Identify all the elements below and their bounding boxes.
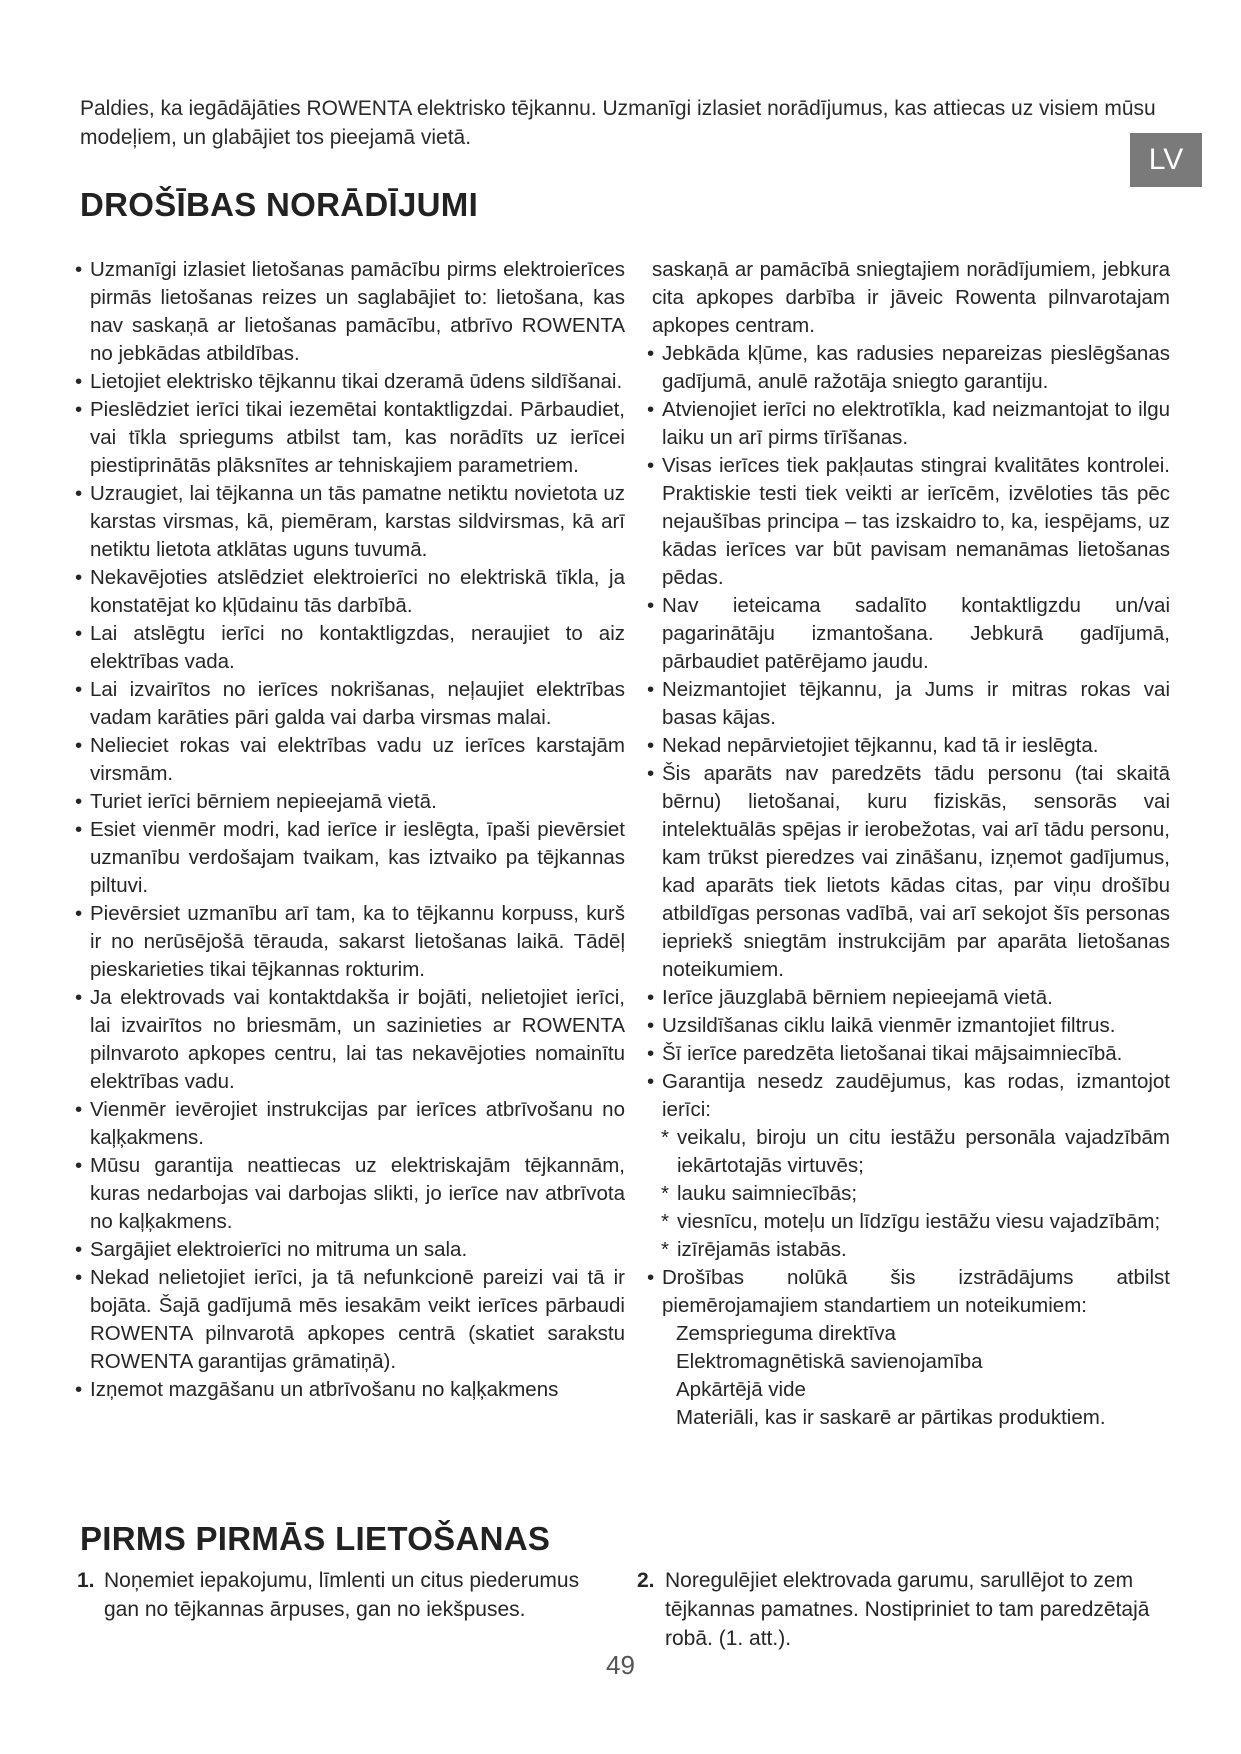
- list-item: • Lietojiet elektrisko tējkannu tikai dzeramā ūdens sildīšanai.: [75, 368, 625, 396]
- list-item: • Šī ierīce paredzēta lietošanai tikai mājsaimniecībā.: [647, 1040, 1170, 1068]
- first-use-heading: PIRMS PIRMĀS LIETOŠANAS: [80, 1520, 551, 1557]
- list-item: • Uzmanīgi izlasiet lietošanas pamācību pirms elektroierīces pirmās lietošanas reizes un saglabājiet to: lietošana, kas nav saskaņā ar lietošanas pamācību, atbrīvo ROWENTA no jebkādas atbildības.: [75, 256, 625, 368]
- list-item: • Lai atslēgtu ierīci no kontaktligzdas, neraujiet to aiz elektrības vada.: [75, 620, 625, 676]
- list-item: • Garantija nesedz zaudējumus, kas rodas, izmantojot ierīci:: [647, 1068, 1170, 1124]
- list-item: • Uzraugiet, lai tējkanna un tās pamatne netiktu novietota uz karstas virsmas, kā, piemēram, karstas sildvirsmas, kā arī netiktu lietota atklātas uguns tuvumā.: [75, 480, 625, 564]
- list-item: • Esiet vienmēr modri, kad ierīce ir ieslēgta, īpaši pievērsiet uzmanību verdošajam tvaikam, kas iztvaiko pa tējkannas piltuvi.: [75, 816, 625, 900]
- list-item: • Turiet ierīci bērniem nepieejamā vietā.: [75, 788, 625, 816]
- standard-line: Apkārtējā vide: [676, 1378, 806, 1401]
- language-tab: LV: [1130, 133, 1202, 187]
- standard-line: Elektromagnētiskā savienojamība: [676, 1350, 983, 1373]
- standard-line: Materiāli, kas ir saskarē ar pārtikas produktiem.: [676, 1406, 1106, 1429]
- standard-line: Zemsprieguma direktīva: [676, 1322, 896, 1345]
- list-item: • Visas ierīces tiek pakļautas stingrai kvalitātes kontrolei. Praktiskie testi tiek veikti ar ierīcēm, izvēloties tās pēc nejaušības principa – tas izskaidro to, ka, iespējams, uz kādas ierīces var būt pavisam nemanāmas lietošanas pēdas.: [647, 452, 1170, 592]
- list-item: • Ja elektrovads vai kontaktdakša ir bojāti, nelietojiet ierīci, lai izvairītos no briesmām, un sazinieties ar ROWENTA pilnvaroto apkopes centru, lai tas nekavējoties nomainītu elektrības vadu.: [75, 984, 625, 1096]
- list-item: • Pievērsiet uzmanību arī tam, ka to tējkannu korpuss, kurš ir no nerūsējošā tērauda, sakarst lietošanas laikā. Tādēļ pieskarieties tikai tējkannas rokturim.: [75, 900, 625, 984]
- sub-list-item: * viesnīcu, moteļu un līdzīgu iestāžu viesu vajadzībām;: [647, 1208, 1170, 1236]
- list-item-continuation: saskaņā ar pamācībā sniegtajiem norādījumiem, jebkura cita apkopes darbība ir jāveic Rowenta pilnvarotajam apkopes centram.: [652, 258, 1170, 337]
- safety-left-column: [75, 256, 625, 1404]
- safety-heading: DROŠĪBAS NORĀDĪJUMI: [80, 186, 479, 223]
- list-item: • Nekad nepārvietojiet tējkannu, kad tā ir ieslēgta.: [647, 732, 1170, 760]
- step-number: 2.: [637, 1569, 655, 1592]
- step-number: 1.: [77, 1569, 95, 1592]
- sub-list-item: * veikalu, biroju un citu iestāžu personāla vajadzībām iekārtotajās virtuvēs;: [647, 1124, 1170, 1180]
- list-item: • Nav ieteicama sadalīto kontaktligzdu un/vai pagarinātāju izmantošana. Jebkurā gadījumā, pārbaudiet patērējamo jaudu.: [647, 592, 1170, 676]
- list-item: • Pieslēdziet ierīci tikai iezemētai kontaktligzdai. Pārbaudiet, vai tīkla spriegums atbilst tam, kas norādīts uz ierīcei piestiprinātās plāksnītes ar tehniskajiem parametriem.: [75, 396, 625, 480]
- sub-list-item: * lauku saimniecībās;: [647, 1180, 1170, 1208]
- list-item: • Drošības nolūkā šis izstrādājums atbilst piemērojamajiem standartiem un noteikumiem:: [647, 1264, 1170, 1320]
- list-item: • Šis aparāts nav paredzēts tādu personu (tai skaitā bērnu) lietošanai, kuru fiziskās, sensorās vai intelektuālās spējas ir ierobežotas, vai arī tādu personu, kam trūkst pieredzes vai zināšanu, izņemot gadījumus, kad aparāts tiek lietots kādas citas, par viņu drošību atbildīgas personas vadībā, vai arī sekojot šīs personas iepriekš sniegtām instrukcijām par aparāta lietošanas noteikumiem.: [647, 760, 1170, 984]
- list-item: • Nelieciet rokas vai elektrības vadu uz ierīces karstajām virsmām.: [75, 732, 625, 788]
- list-item: • Ierīce jāuzglabā bērniem nepieejamā vietā.: [647, 984, 1170, 1012]
- step-text: Noņemiet iepakojumu, līmlenti un citus piederumus gan no tējkannas ārpuses, gan no iekšpuses.: [104, 1569, 580, 1621]
- list-item: • Uzsildīšanas ciklu laikā vienmēr izmantojiet filtrus.: [647, 1012, 1170, 1040]
- intro-text: Paldies, ka iegādājāties ROWENTA elektrisko tējkannu. Uzmanīgi izlasiet norādījumus, kas attiecas uz visiem mūsu modeļiem, un glabājiet tos pieejamā vietā.: [80, 97, 1156, 149]
- step-item: [637, 1566, 1172, 1653]
- step-item: [77, 1566, 617, 1624]
- page-number: 49: [606, 1650, 635, 1680]
- list-item: • Neizmantojiet tējkannu, ja Jums ir mitras rokas vai basas kājas.: [647, 676, 1170, 732]
- list-item: • Lai izvairītos no ierīces nokrišanas, neļaujiet elektrības vadam karāties pāri galda vai darba virsmas malai.: [75, 676, 625, 732]
- list-item: • Mūsu garantija neattiecas uz elektriskajām tējkannām, kuras nedarbojas vai darbojas slikti, jo ierīce nav atbrīvota no kaļķakmens.: [75, 1152, 625, 1236]
- list-item: • Sargājiet elektroierīci no mitruma un sala.: [75, 1236, 625, 1264]
- list-item: • Jebkāda kļūme, kas radusies nepareizas pieslēgšanas gadījumā, anulē ražotāja sniegto garantiju.: [647, 340, 1170, 396]
- list-item: • Izņemot mazgāšanu un atbrīvošanu no kaļķakmens: [75, 1376, 625, 1404]
- list-item: • Nekad nelietojiet ierīci, ja tā nefunkcionē pareizi vai tā ir bojāta. Šajā gadījumā mēs iesakām veikt ierīces pārbaudi ROWENTA pilnvarotā apkopes centrā (skatiet sarakstu ROWENTA garantijas grāmatiņā).: [75, 1264, 625, 1376]
- list-item: • Vienmēr ievērojiet instrukcijas par ierīces atbrīvošanu no kaļķakmens.: [75, 1096, 625, 1152]
- sub-list-item: * izīrējamās istabās.: [647, 1236, 1170, 1264]
- list-item: • Nekavējoties atslēdziet elektroierīci no elektriskā tīkla, ja konstatējat ko kļūdainu tās darbībā.: [75, 564, 625, 620]
- safety-right-column: [647, 256, 1170, 1432]
- list-item: • Atvienojiet ierīci no elektrotīkla, kad neizmantojat to ilgu laiku un arī pirms tīrīšanas.: [647, 396, 1170, 452]
- step-text: Noregulējiet elektrovada garumu, sarullējot to zem tējkannas pamatnes. Nostipriniet to tam paredzētajā robā. (1. att.).: [665, 1569, 1150, 1650]
